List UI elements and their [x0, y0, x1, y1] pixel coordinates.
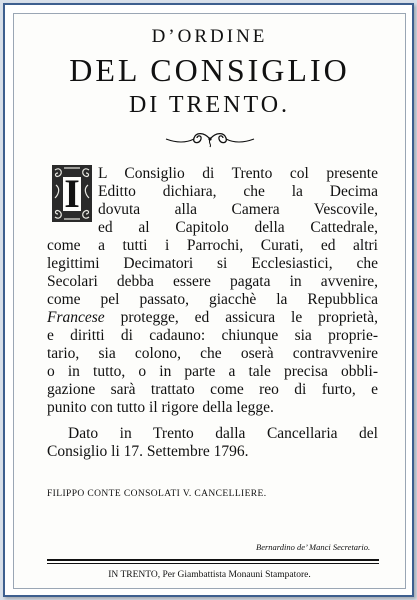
body-line-10: e diritti di cadauno: chiunque sia proprie-	[47, 327, 378, 344]
body-line-13: gazione sarà trattato come reo di furto, e	[47, 381, 378, 398]
body-line-14: punito con tutto il rigore della legge.	[47, 399, 274, 416]
dated-line-2: Consiglio li 17. Settembre 1796.	[47, 443, 249, 460]
body-line-5: come a tutti i Parrochi, Curati, ed altri	[47, 237, 378, 254]
body-line-4: ed al Capitolo della Cattedrale,	[98, 219, 378, 236]
initial-letter: I	[64, 171, 80, 216]
heading-line-3: DI TRENTO.	[128, 92, 291, 118]
body-line-8: come pel passato, giacchè la Repubblica	[47, 291, 378, 308]
body-line-6: legittimi Decimatori si Ecclesiastici, che	[47, 255, 378, 272]
heading-line-2: DEL CONSIGLIO	[69, 52, 350, 88]
body-line-9	[47, 309, 378, 327]
body-line-1: L Consiglio di Trento col presente	[98, 165, 378, 182]
secretary-signature: Bernardino de’ Manci Secretario.	[256, 542, 371, 552]
divider-rule-thin	[47, 563, 379, 564]
dated-line-1: Dato in Trento dalla Cancellaria del	[68, 425, 378, 442]
printer-imprint: IN TRENTO, Per Giambattista Monauni Stampatore.	[108, 570, 311, 580]
divider-rule-thick	[47, 559, 379, 561]
ornament-divider-icon	[164, 130, 256, 148]
body-line-9-text: protegge, ed assicura le proprietà,	[120, 309, 378, 326]
image-frame	[3, 3, 414, 597]
body-line-12: o in tutto, o in parte a tale precisa obbli-	[47, 363, 378, 380]
heading-line-1: D’ORDINE	[151, 26, 268, 47]
body-line-7: Secolari debba essere pagata in avvenire,	[47, 273, 378, 290]
body-line-2: Editto dichiara, che la Decima	[98, 183, 378, 200]
chancellor-signature: FILIPPO CONTE CONSOLATI V. CANCELLIERE.	[47, 489, 267, 499]
body-line-11: tario, sia colono, che oserà contravvenire	[47, 345, 378, 362]
decorated-initial	[52, 165, 92, 222]
italic-word: Francese	[47, 309, 105, 326]
edict-document	[13, 13, 406, 589]
body-line-3: dovuta alla Camera Vescovile,	[98, 201, 378, 218]
